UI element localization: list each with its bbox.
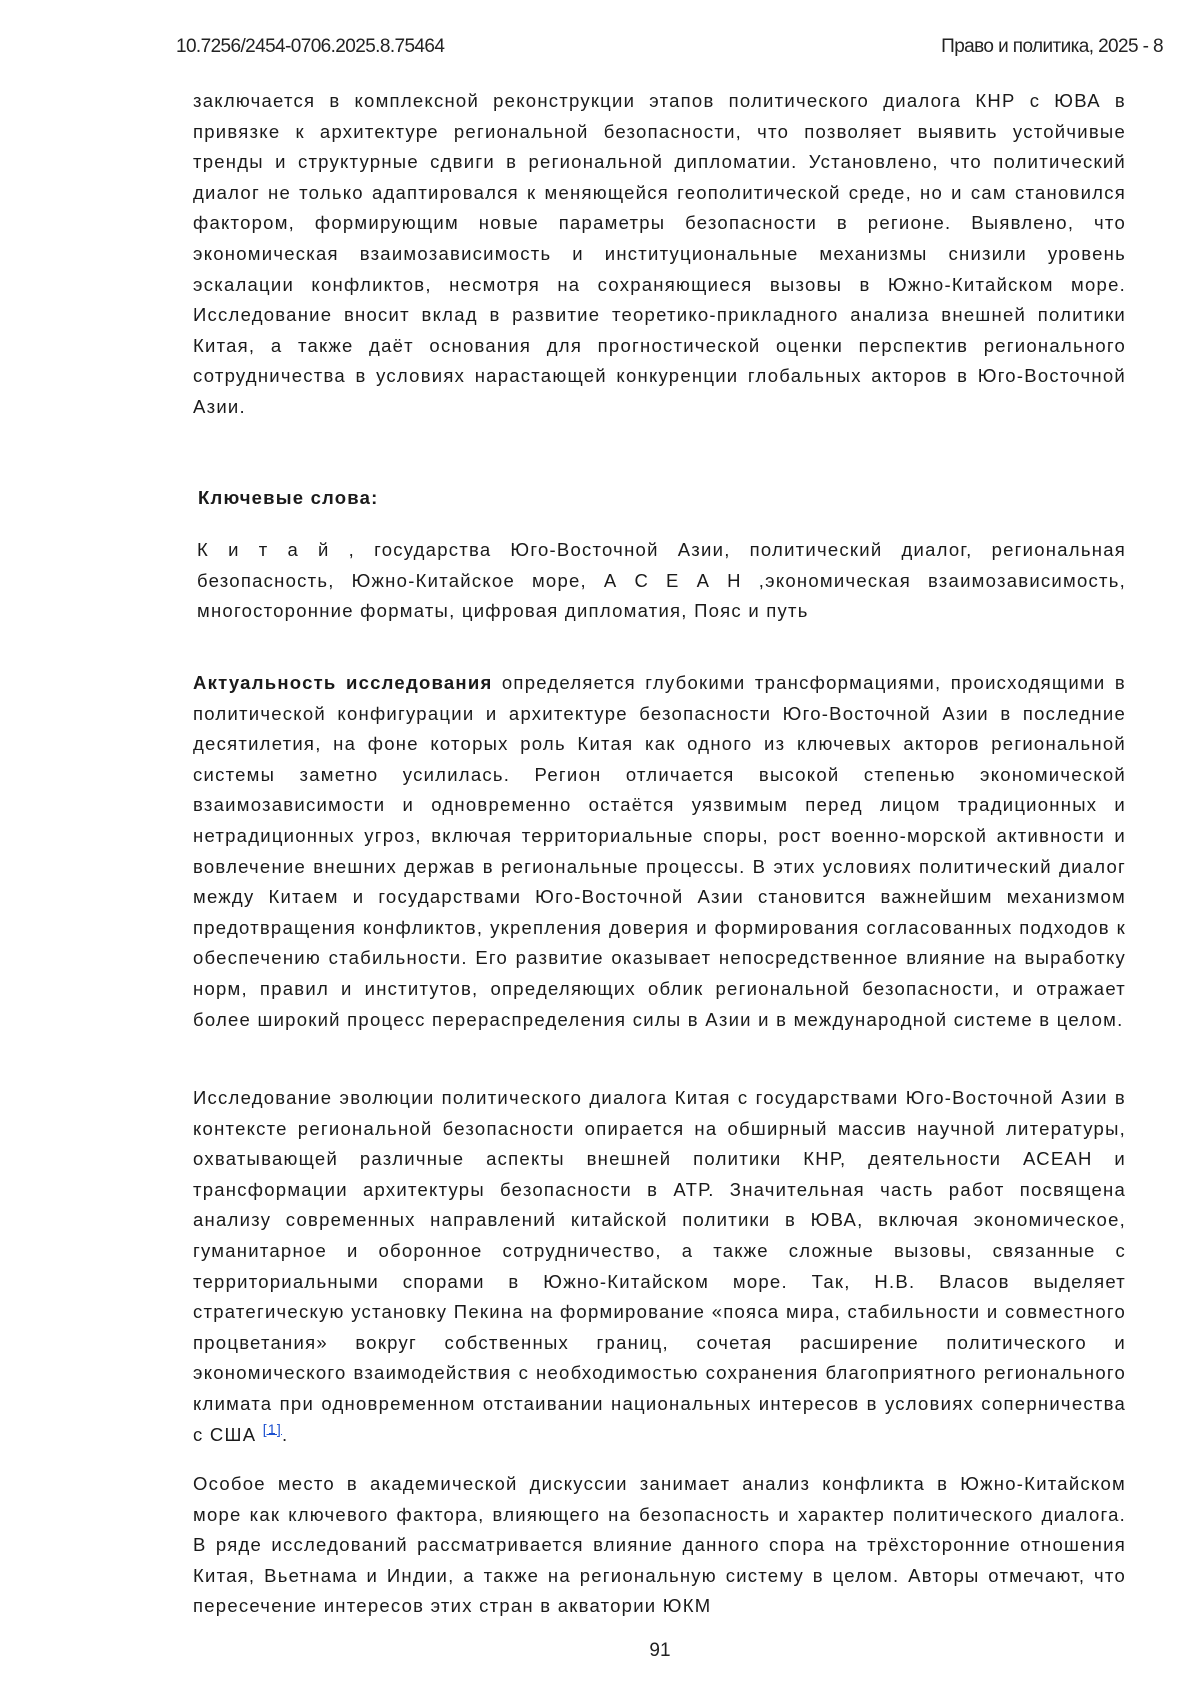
body-paragraph: [193, 1469, 1126, 1622]
body-paragraph: [193, 1083, 1126, 1450]
paragraph-text: Особое место в академической дискуссии занимает анализ конфликта в Южно-Китайском море как ключевого фактора, влияющего на безопасность и характер политического диалога. В ряде исследований рассматривается влияние данного спора на трёхсторонние отношения Китая, Вьетнама и Индии, а также на региональную систему в целом. Авторы отмечают, что пересечение интересов этих стран в акватории ЮКМ: [193, 1473, 1126, 1617]
relevance-lead: Актуальность исследования: [193, 672, 493, 693]
page-number: 91: [649, 1640, 671, 1661]
journal-title: Право и политика, 2025 - 8: [941, 36, 1163, 57]
paragraph-text: Исследование эволюции политического диалога Китая с государствами Юго-Восточной Азии в контексте региональной безопасности опирается на обширный массив научной литературы, охватывающей различные аспекты внешней политики КНР, деятельности АСЕАН и трансформации архитектуры безопасности в АТР. Значительная часть работ посвящена анализу современных направлений китайской политики в ЮВА, включая экономическое, гуманитарное и оборонное сотрудничество, а также сложные вызовы, связанные с территориальными спорами в Южно-Китайском море. Так, Н.В. Власов выделяет стратегическую установку Пекина на формирование «пояса мира, стабильности и совместного процветания» вокруг собственных границ, сочетая расширение политического и экономического взаимодействия с необходимостью сохранения благоприятного регионального климата при одновременном отстаивании национальных интересов в условиях соперничества с США: [193, 1087, 1126, 1445]
keywords-heading: Ключевые слова:: [198, 487, 379, 508]
footnote-link[interactable]: [1]: [262, 1420, 283, 1437]
doi: 10.7256/2454-0706.2025.8.75464: [176, 36, 445, 57]
abstract-text: заключается в комплексной реконструкции этапов политического диалога КНР с ЮВА в привязке к архитектуре региональной безопасности, что позволяет выявить устойчивые тренды и структурные сдвиги в региональной дипломатии. Установлено, что политический диалог не только адаптировался к меняющейся геополитической среде, но и сам становился фактором, формирующим новые параметры безопасности в регионе. Выявлено, что экономическая взаимозависимость и институциональные механизмы снизили уровень эскалации конфликтов, несмотря на сохраняющиеся вызовы в Южно-Китайском море. Исследование вносит вклад в развитие теоретико-прикладного анализа внешней политики Китая, а также даёт основания для прогностической оценки перспектив регионального сотрудничества в условиях нарастающей конкуренции глобальных акторов в Юго-Восточной Азии.: [193, 90, 1126, 417]
keywords-text: К и т а й , государства Юго-Восточной Азии, политический диалог, региональная безопасность, Южно-Китайское море, А С Е А Н ,экономическая взаимозависимость, многосторонние форматы, цифровая дипломатия, Пояс и путь: [197, 539, 1126, 622]
paragraph-end: .: [282, 1423, 289, 1445]
body-paragraph: [193, 668, 1126, 1035]
paragraph-text: определяется глубокими трансформациями, происходящими в политической конфигурации и архитектуре безопасности Юго-Восточной Азии в последние десятилетия, на фоне которых роль Китая как одного из ключевых акторов региональной системы заметно усилилась. Регион отличается высокой степенью экономической взаимозависимости и одновременно остаётся уязвимым перед лицом традиционных и нетрадиционных угроз, включая территориальные споры, рост военно-морской активности и вовлечение внешних держав в региональные процессы. В этих условиях политический диалог между Китаем и государствами Юго-Восточной Азии становится важнейшим механизмом предотвращения конфликтов, укрепления доверия и формирования согласованных подходов к обеспечению стабильности. Его развитие оказывает непосредственное влияние на выработку норм, правил и институтов, определяющих облик региональной безопасности, и отражает более широкий процесс перераспределения силы в Азии и в международной системе в целом.: [193, 672, 1126, 1030]
